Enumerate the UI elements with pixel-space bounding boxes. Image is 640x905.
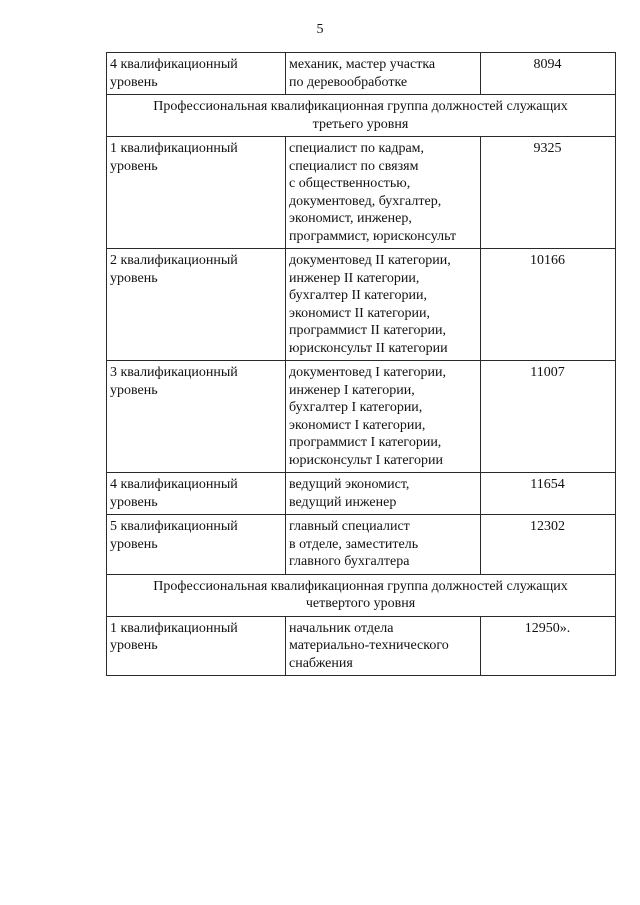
position-line: бухгалтер II категории, (289, 288, 427, 303)
table-row (107, 361, 616, 473)
qualification-level-cell (107, 616, 286, 676)
position-line: экономист, инженер, (289, 211, 412, 226)
position-line: программист, юрисконсульт (289, 228, 457, 244)
positions-cell (286, 515, 481, 575)
group-title-line: третьего уровня (312, 116, 409, 132)
position-line: ведущий экономист, (289, 477, 410, 492)
table-row (107, 53, 616, 95)
qualification-level-line: 2 квалификационный (110, 253, 238, 268)
positions-cell (286, 249, 481, 361)
position-line: специалист по связям (289, 158, 419, 174)
position-line: документовед, бухгалтер, (289, 193, 442, 209)
qualification-level-line: 1 квалификационный (110, 620, 238, 636)
position-line: юрисконсульт I категории (289, 452, 443, 468)
position-line: юрисконсульт II категории (289, 340, 448, 356)
positions-cell (286, 473, 481, 515)
qualification-level-cell (107, 137, 286, 249)
position-line: материально-технического (289, 638, 449, 653)
group-header-row (107, 95, 616, 137)
positions-cell (286, 137, 481, 249)
position-line: бухгалтер I категории, (289, 400, 423, 415)
qualification-level-cell (107, 515, 286, 575)
table-row (107, 137, 616, 249)
group-header-row (107, 574, 616, 616)
position-line: программист II категории, (289, 323, 446, 338)
qualification-level-cell (107, 249, 286, 361)
salary-cell: 12950». (481, 616, 616, 676)
qualification-level-cell (107, 473, 286, 515)
page-number: 5 (316, 22, 324, 37)
salary-table (106, 52, 616, 676)
group-title-line: Профессиональная квалификационная группа должностей служащих (153, 99, 568, 114)
group-title-line: четвертого уровня (305, 596, 416, 611)
table-row (107, 515, 616, 575)
group-title (107, 574, 616, 616)
group-title (107, 95, 616, 137)
salary-cell: 8094 (481, 53, 616, 95)
position-line: инженер II категории, (289, 270, 420, 286)
salary-cell: 9325 (481, 137, 616, 249)
position-line: в отделе, заместитель (289, 536, 419, 552)
position-line: экономист II категории, (289, 305, 430, 321)
table-body (107, 53, 616, 676)
qualification-level-cell (107, 53, 286, 95)
qualification-level-line: уровень (110, 638, 158, 653)
position-line: механик, мастер участка (289, 57, 436, 72)
positions-cell (286, 616, 481, 676)
position-line: документовед I категории, (289, 365, 447, 380)
qualification-level-line: уровень (110, 536, 158, 552)
qualification-level-line: уровень (110, 270, 158, 286)
salary-cell: 11007 (481, 361, 616, 473)
position-line: экономист I категории, (289, 417, 426, 433)
position-line: документовед II категории, (289, 253, 451, 268)
positions-cell (286, 53, 481, 95)
qualification-level-line: 1 квалификационный (110, 141, 238, 156)
position-line: специалист по кадрам, (289, 141, 425, 156)
salary-cell: 12302 (481, 515, 616, 575)
table-row (107, 473, 616, 515)
positions-cell (286, 361, 481, 473)
salary-cell: 11654 (481, 473, 616, 515)
qualification-level-cell (107, 361, 286, 473)
qualification-level-line: 4 квалификационный (110, 57, 238, 72)
qualification-level-line: уровень (110, 74, 158, 90)
position-line: ведущий инженер (289, 494, 397, 510)
position-line: с общественностью, (289, 176, 411, 191)
position-line: инженер I категории, (289, 382, 415, 398)
qualification-level-line: уровень (110, 382, 158, 398)
qualification-level-line: уровень (110, 494, 158, 510)
group-title-line: Профессиональная квалификационная группа должностей служащих (153, 578, 568, 594)
position-line: начальник отдела (289, 620, 394, 636)
position-line: по деревообработке (289, 74, 408, 90)
qualification-level-line: 5 квалификационный (110, 519, 238, 534)
position-line: программист I категории, (289, 435, 442, 450)
qualification-level-line: 4 квалификационный (110, 477, 238, 492)
position-line: главный специалист (289, 519, 410, 534)
position-line: снабжения (289, 655, 353, 671)
table-row (107, 249, 616, 361)
position-line: главного бухгалтера (289, 554, 410, 569)
salary-cell: 10166 (481, 249, 616, 361)
table-row (107, 616, 616, 676)
qualification-level-line: уровень (110, 158, 158, 174)
qualification-level-line: 3 квалификационный (110, 365, 238, 380)
